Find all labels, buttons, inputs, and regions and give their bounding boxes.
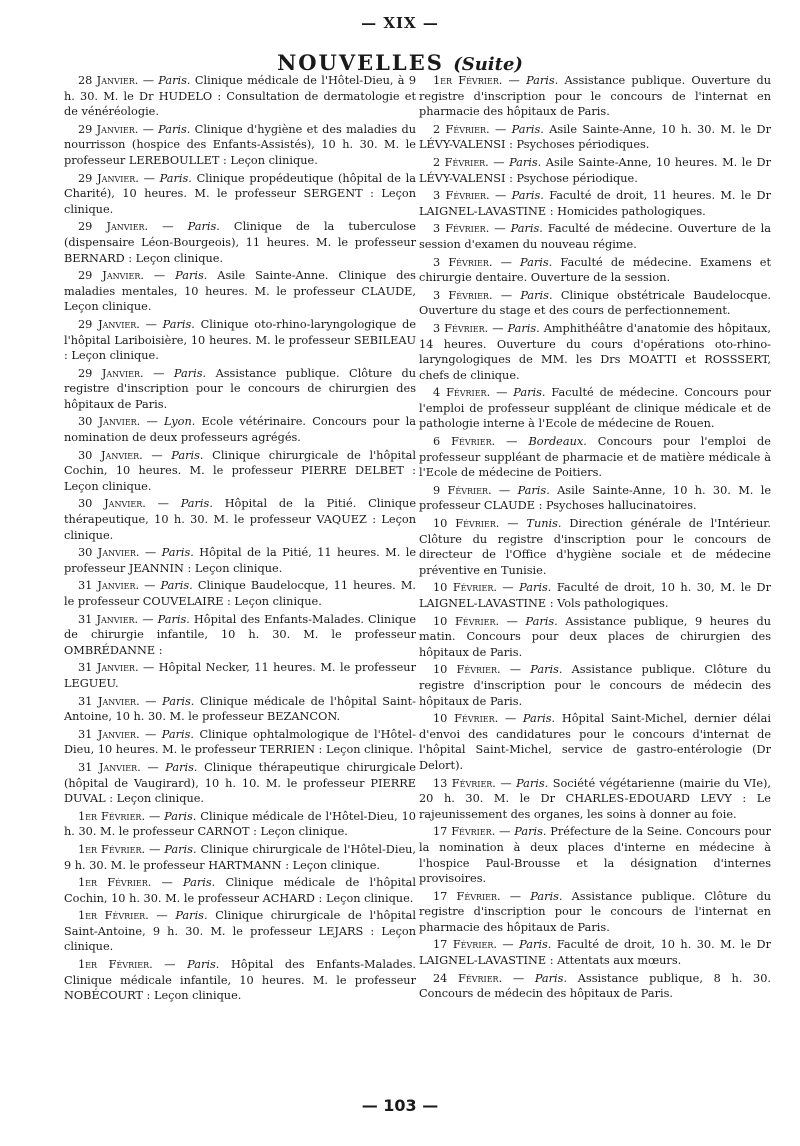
entry-date: 31 Janvier. [78, 694, 140, 708]
entry-city: Paris. [164, 809, 197, 823]
news-entry: 24 Février. — Paris. Assistance publique, 8 h. 30. Concours de médecin des hôpitaux de Paris. [419, 971, 771, 1001]
entry-text: Clinique de la tuberculose (dispensaire Léon-Bourgeois), 11 heures. M. le professeur BERNARD : Leçon clinique. [64, 220, 416, 265]
entry-city: Paris. [164, 842, 197, 856]
page-footer-number: — 103 — [361, 1096, 439, 1115]
left-column [64, 73, 416, 1006]
entry-date: 30 Janvier. [78, 415, 141, 429]
entry-city: Paris. [173, 366, 207, 380]
entry-date: 6 Février. [433, 435, 496, 449]
entry-text: Concours pour l'emploi de professeur suppléant de pharmacie et de matière médicale à l'Ecole de médecine de Poitiers. [419, 435, 771, 480]
entry-date: 10 Février. [433, 712, 499, 726]
entry-date: 17 Février. [433, 825, 496, 839]
entry-date: 29 Janvier. [78, 269, 144, 283]
entry-city: Paris. [511, 122, 544, 136]
news-entry: 30 Janvier. — Paris. Hôpital de la Pitié. Clinique thérapeutique, 10 h. 30. M. le professeur VAQUEZ : Leçon clinique. [64, 497, 417, 542]
entry-city: Paris. [180, 497, 213, 511]
entry-text: Hôpital de la Pitié, 11 heures. M. le professeur JEANNIN : Leçon clinique. [64, 546, 417, 575]
entry-text: Hôpital Necker, 11 heures. M. le professeur LEGUEU. [64, 661, 416, 690]
entry-date: 30 Janvier. [78, 497, 146, 511]
entry-date: 31 Janvier. [78, 579, 140, 593]
entry-city: Paris. [534, 971, 568, 985]
entry-text: Faculté de droit, 10 h. 30, M. le Dr LAIGNEL-LAVASTINE : Vols pathologiques. [419, 581, 771, 610]
news-entry: 29 Janvier. — Paris. Clinique de la tuberculose (dispensaire Léon-Bourgeois), 11 heures. M. le professeur BERNARD : Leçon clinique. [64, 220, 416, 265]
entry-date: 17 Février. [433, 889, 501, 903]
news-entry: 31 Janvier. — Paris. Clinique ophtalmologique de l'Hôtel-Dieu, 10 heures. M. le professeur TERRIEN : Leçon clinique. [64, 727, 416, 757]
entry-city: Paris. [516, 776, 549, 790]
entry-city: Paris. [175, 269, 208, 283]
entry-text: Clinique chirurgicale de l'hôpital Saint-Antoine, 9 h. 30. M. le professeur LEJARS : Leçon clinique. [64, 909, 416, 954]
news-entry: 2 Février. — Paris. Asile Sainte-Anne, 10 h. 30. M. le Dr LÉVY-VALENSI : Psychoses périodiques. [419, 122, 772, 152]
entry-text: Amphithéâtre d'anatomie des hôpitaux, 14 heures. Ouverture du cours d'opérations oto-rhino-laryngologiques de MM. les Drs MOATTI et ROSSSERT, chefs de clinique. [419, 321, 772, 382]
entry-text: Clinique médicale de l'Hôtel-Dieu, à 9 h. 30. M. le Dr HUDELO : Consultation de dermatologie et de vénéréologie. [64, 74, 417, 119]
entry-date: 3 Février. [433, 189, 490, 203]
news-entry: 1er Février. — Paris. Assistance publique. Ouverture du registre d'inscription pour le concours de l'internat en pharmacie des hôpitaux de Paris. [419, 74, 771, 119]
entry-city: Paris. [171, 448, 204, 462]
news-entry: 30 Janvier. — Lyon. Ecole vétérinaire. Concours pour la nomination de deux professeurs agrégés. [64, 415, 416, 445]
news-entry: 10 Février. — Paris. Hôpital Saint-Michel, dernier délai d'envoi des candidatures pour le concours d'internat de l'hôpital Saint-Michel, service de gastro-entérologie (Dr Delort). [419, 712, 771, 772]
entry-text: Clinique chirurgicale de l'hôpital Cochin, 10 heures. M. le professeur PIERRE DELBET : Leçon clinique. [64, 448, 416, 493]
entry-text: Assistance publique. Clôture du registre d'inscription pour le concours de chirurgien des hôpitaux de Paris. [64, 366, 417, 411]
entry-city: Paris. [175, 909, 208, 923]
news-entry: 28 Janvier. — Paris. Clinique médicale de l'Hôtel-Dieu, à 9 h. 30. M. le Dr HUDELO : Consultation de dermatologie et de vénéréologie. [64, 74, 417, 119]
entry-city: Paris. [187, 958, 220, 972]
entry-text: Clinique thérapeutique chirurgicale (hôpital de Vaugirard), 10 h. 10. M. le professeur PIERRE DUVAL : Leçon clinique. [64, 760, 416, 806]
entry-date: 31 Janvier. [78, 727, 140, 741]
entry-date: 29 Janvier. [78, 366, 144, 380]
entry-text: Faculté de médecine. Concours pour l'emploi de professeur suppléant de clinique médicale et de pathologie interne à l'Ecole de médecine de Rouen. [419, 386, 772, 431]
news-entry: 1er Février. — Paris. Clinique médicale de l'Hôtel-Dieu, 10 h. 30. M. le professeur CARNOT : Leçon clinique. [64, 809, 416, 839]
section-subtitle: (Suite) [453, 54, 523, 75]
news-entry: 6 Février. — Bordeaux. Concours pour l'emploi de professeur suppléant de pharmacie et de matière médicale à l'Ecole de médecine de Poitiers. [419, 435, 771, 480]
entry-city: Paris. [507, 321, 540, 335]
page-header-number: — XIX — [361, 14, 439, 32]
entry-city: Bordeaux. [528, 435, 587, 449]
entry-date: 1er Février. [433, 74, 503, 87]
entry-text: Clinique obstétricale Baudelocque. Ouverture du stage et des cours de perfectionnement. [419, 288, 771, 318]
news-entry: 3 Février. — Paris. Amphithéâtre d'anatomie des hôpitaux, 14 heures. Ouverture du cours d'opérations oto-rhino-laryngologiques de MM. les Drs MOATTI et ROSSSERT, chefs de clinique. [419, 321, 772, 382]
entry-date: 1er Février. [78, 958, 153, 972]
news-entry: 17 Février. — Paris. Assistance publique. Clôture du registre d'inscription pour le concours de l'internat en pharmacie des hôpitaux de Paris. [419, 889, 772, 934]
entry-city: Paris. [522, 712, 556, 726]
entry-city: Paris. [165, 760, 198, 774]
entry-text: Clinique médicale de l'hôpital Saint-Antoine, 10 h. 30. M. le professeur BEZANCON. [64, 694, 416, 724]
section-heading [0, 50, 800, 75]
entry-date: 9 Février. [433, 483, 492, 497]
entry-city: Tunis. [526, 517, 562, 531]
entry-date: 3 Février. [433, 288, 493, 302]
news-entry: 29 Janvier. — Paris. Assistance publique. Clôture du registre d'inscription pour le concours de chirurgien des hôpitaux de Paris. [64, 366, 417, 411]
entry-text: Assistance publique. Clôture du registre d'inscription pour le concours de médecin des hôpitaux de Paris. [419, 663, 772, 708]
entry-city: Paris. [511, 189, 544, 203]
entry-date: 4 Février. [433, 386, 491, 400]
news-entry: 29 Janvier. — Paris. Clinique d'hygiène et des maladies du nourrisson (hospice des Enfants-Assistés), 10 h. 30. M. le professeur LEREBOULLET : Leçon clinique. [64, 122, 416, 167]
entry-date: 10 Février. [433, 663, 501, 677]
entry-city: Paris. [158, 74, 191, 87]
entry-text: Asile Sainte-Anne, 10 h. 30. M. le Dr LÉVY-VALENSI : Psychoses périodiques. [419, 122, 772, 152]
entry-date: 1er Février. [78, 909, 149, 923]
news-entry: 2 Février. — Paris. Asile Sainte-Anne, 10 heures. M. le Dr LÉVY-VALENSI : Psychose périodique. [419, 155, 772, 185]
entry-date: 17 Février. [433, 938, 497, 952]
entry-date: 31 Janvier. [78, 612, 139, 626]
news-entry: 10 Février. — Paris. Faculté de droit, 10 h. 30, M. le Dr LAIGNEL-LAVASTINE : Vols pathologiques. [419, 581, 771, 610]
entry-date: 29 Janvier. [78, 171, 139, 185]
entry-date: 24 Février. [433, 971, 503, 985]
entry-city: Paris. [520, 288, 553, 302]
entry-city: Paris. [157, 612, 190, 626]
entry-city: Paris. [161, 546, 194, 560]
news-entry: 1er Février. — Paris. Clinique médicale de l'hôpital Cochin, 10 h. 30. M. le professeur ACHARD : Leçon clinique. [64, 876, 416, 905]
news-entry: 29 Janvier. — Paris. Clinique propédeutique (hôpital de la Charité), 10 heures. M. le professeur SERGENT : Leçon clinique. [64, 171, 417, 216]
entry-city: Paris. [159, 171, 192, 185]
news-entry: 1er Février. — Paris. Clinique chirurgicale de l'Hôtel-Dieu, 9 h. 30. M. le professeur HARTMANN : Leçon clinique. [64, 842, 417, 872]
news-entry: 17 Février. — Paris. Faculté de droit, 10 h. 30. M. le Dr LAIGNEL-LAVASTINE : Attentats aux mœurs. [419, 938, 771, 968]
news-entry: 3 Février. — Paris. Faculté de médecine. Examens et chirurgie dentaire. Ouverture de la session. [419, 255, 772, 285]
news-entry: 3 Février. — Paris. Faculté de médecine. Ouverture de la session d'examen du nouveau régime. [419, 222, 772, 251]
entry-date: 30 Janvier. [78, 546, 140, 560]
entry-city: Paris. [525, 614, 558, 628]
entry-date: 2 Février. [433, 122, 490, 136]
entry-text: Hôpital de la Pitié. Clinique thérapeutique, 10 h. 30. M. le professeur VAQUEZ : Leçon clinique. [64, 497, 417, 542]
entry-date: 31 Janvier. [78, 661, 139, 675]
entry-city: Paris. [530, 663, 563, 677]
entry-text: Faculté de droit, 11 heures. M. le Dr LAIGNEL-LAVASTINE : Homicides pathologiques. [419, 189, 772, 218]
news-entry: 17 Février. — Paris. Préfecture de la Seine. Concours pour la nomination à deux places d'interne en médecine à l'hospice Paul-Brousse et la désignation d'internes provisoires. [419, 825, 772, 886]
entry-date: 10 Février. [433, 517, 500, 531]
entry-city: Paris. [161, 727, 195, 741]
entry-text: Direction générale de l'Intérieur. Clôture du registre d'inscription pour le concours de directeur de l'Office d'hygiène sociale et de médecine préventive en Tunisie. [419, 517, 771, 577]
entry-text: Clinique médicale de l'Hôtel-Dieu, 10 h. 30. M. le professeur CARNOT : Leçon clinique. [64, 809, 416, 839]
entry-text: Hôpital des Enfants-Malades. Clinique de chirurgie infantile, 10 h. 30. M. le professeur OMBRÉDANNE : [64, 612, 417, 657]
news-entry: 3 Février. — Paris. Faculté de droit, 11 heures. M. le Dr LAIGNEL-LAVASTINE : Homicides pathologiques. [419, 189, 772, 218]
news-entry: 31 Janvier. — Paris. Clinique Baudelocque, 11 heures. M. le professeur COUVELAIRE : Leçon clinique. [64, 579, 416, 608]
entry-date: 10 Février. [433, 614, 500, 628]
news-entry: 10 Février. — Tunis. Direction générale de l'Intérieur. Clôture du registre d'inscription pour le concours de directeur de l'Office d'hygiène sociale et de médecine préventive en Tunisie. [419, 517, 771, 577]
entry-text: Clinique ophtalmologique de l'Hôtel-Dieu, 10 heures. M. le professeur TERRIEN : Leçon clinique. [64, 727, 416, 757]
entry-text: Clinique propédeutique (hôpital de la Charité), 10 heures. M. le professeur SERGENT : Leçon clinique. [64, 171, 417, 216]
entry-date: 28 Janvier. [78, 74, 139, 87]
entry-city: Paris. [520, 255, 553, 269]
entry-city: Paris. [526, 74, 559, 87]
news-entry: 10 Février. — Paris. Assistance publique. Clôture du registre d'inscription pour le concours de médecin des hôpitaux de Paris. [419, 663, 772, 708]
entry-date: 29 Janvier. [78, 122, 139, 136]
news-entry: 9 Février. — Paris. Asile Sainte-Anne, 10 h. 30. M. le professeur CLAUDE : Psychoses hallucinatoires. [419, 483, 771, 513]
entry-text: Hôpital Saint-Michel, dernier délai d'envoi des candidatures pour le concours d'internat de l'hôpital Saint-Michel, service de gastro-entérologie (Dr Delort). [419, 712, 771, 772]
entry-text: Assistance publique. Clôture du registre d'inscription pour le concours de l'internat en pharmacie des hôpitaux de Paris. [419, 889, 772, 934]
entry-date: 1er Février. [78, 809, 146, 823]
entry-city: Paris. [160, 579, 193, 593]
news-entry: 1er Février. — Paris. Clinique chirurgicale de l'hôpital Saint-Antoine, 9 h. 30. M. le professeur LEJARS : Leçon clinique. [64, 909, 416, 954]
news-entry: 30 Janvier. — Paris. Hôpital de la Pitié, 11 heures. M. le professeur JEANNIN : Leçon clinique. [64, 546, 417, 575]
entry-city: Paris. [514, 825, 547, 839]
entry-date: 29 Janvier. [78, 317, 140, 331]
entry-city: Paris. [162, 317, 195, 331]
entry-city: Paris. [158, 122, 191, 136]
entry-text: Clinique chirurgicale de l'Hôtel-Dieu, 9 h. 30. M. le professeur HARTMANN : Leçon clinique. [64, 842, 417, 872]
entry-city: Paris. [513, 386, 546, 400]
entry-text: Ecole vétérinaire. Concours pour la nomination de deux professeurs agrégés. [64, 415, 416, 445]
entry-date: 1er Février. [78, 876, 152, 890]
entry-text: Assistance publique, 9 heures du matin. Concours pour deux places de chirurgien des hôpitaux de Paris. [419, 614, 772, 659]
entry-city: Lyon. [163, 415, 196, 429]
entry-date: 10 Février. [433, 581, 497, 595]
entry-city: Paris. [530, 889, 563, 903]
news-entry: 4 Février. — Paris. Faculté de médecine. Concours pour l'emploi de professeur suppléant de clinique médicale et de pathologie interne à l'Ecole de médecine de Rouen. [419, 386, 772, 431]
entry-date: 31 Janvier. [78, 760, 141, 774]
entry-date: 2 Février. [433, 155, 489, 169]
news-entry: 29 Janvier. — Paris. Asile Sainte-Anne. Clinique des maladies mentales, 10 heures. M. le professeur CLAUDE, Leçon clinique. [64, 269, 416, 314]
entry-text: Préfecture de la Seine. Concours pour la nomination à deux places d'interne en médecine à l'hospice Paul-Brousse et la désignation d'internes provisoires. [419, 825, 772, 886]
entry-text: Société végétarienne (mairie du VIe), 20 h. 30. M. le Dr CHARLES-EDOUARD LEVY : Le rajeunissement des organes, les soins à donner au foie. [419, 776, 772, 821]
news-entry: 31 Janvier. — Paris. Clinique thérapeutique chirurgicale (hôpital de Vaugirard), 10 h. 10. M. le professeur PIERRE DUVAL : Leçon clinique. [64, 760, 416, 806]
news-entry: 29 Janvier. — Paris. Clinique oto-rhino-laryngologique de l'hôpital Lariboisière, 10 heures. M. le professeur SEBILEAU : Leçon clinique. [64, 317, 416, 363]
entry-text: Assistance publique. Ouverture du registre d'inscription pour le concours de l'internat en pharmacie des hôpitaux de Paris. [419, 74, 771, 119]
entry-city: Paris. [509, 155, 542, 169]
entry-city: Paris. [187, 220, 220, 234]
news-entry: 3 Février. — Paris. Clinique obstétricale Baudelocque. Ouverture du stage et des cours de perfectionnement. [419, 288, 771, 318]
entry-date: 1er Février. [78, 842, 146, 856]
entry-city: Paris. [519, 581, 552, 595]
entry-text: Faculté de médecine. Ouverture de la session d'examen du nouveau régime. [419, 222, 772, 251]
news-entry: 31 Janvier. — Paris. Clinique médicale de l'hôpital Saint-Antoine, 10 h. 30. M. le professeur BEZANCON. [64, 694, 416, 724]
entry-city: Paris. [510, 222, 543, 236]
news-entry: 30 Janvier. — Paris. Clinique chirurgicale de l'hôpital Cochin, 10 heures. M. le professeur PIERRE DELBET : Leçon clinique. [64, 448, 416, 493]
news-entry: 31 Janvier. — Paris. Hôpital des Enfants-Malades. Clinique de chirurgie infantile, 10 h. 30. M. le professeur OMBRÉDANNE : [64, 612, 417, 657]
entry-text: Clinique Baudelocque, 11 heures. M. le professeur COUVELAIRE : Leçon clinique. [64, 579, 416, 608]
entry-date: 3 Février. [433, 255, 493, 269]
entry-text: Clinique d'hygiène et des maladies du nourrisson (hospice des Enfants-Assistés), 10 h. 30. M. le professeur LEREBOULLET : Leçon clinique. [64, 122, 416, 167]
news-entry: 13 Février. — Paris. Société végétarienne (mairie du VIe), 20 h. 30. M. le Dr CHARLES-EDOUARD LEVY : Le rajeunissement des organes, les soins à donner au foie. [419, 776, 772, 821]
entry-city: Paris. [162, 694, 195, 708]
news-entry: 1er Février. — Paris. Hôpital des Enfants-Malades. Clinique médicale infantile, 10 heures. M. le professeur NOBÉCOURT : Leçon clinique. [64, 958, 416, 1003]
entry-text: Asile Sainte-Anne. Clinique des maladies mentales, 10 heures. M. le professeur CLAUDE, Leçon clinique. [64, 269, 416, 314]
right-column [419, 73, 771, 1004]
entry-text: Faculté de médecine. Examens et chirurgie dentaire. Ouverture de la session. [419, 255, 772, 285]
entry-text: Clinique oto-rhino-laryngologique de l'hôpital Lariboisière, 10 heures. M. le professeur SEBILEAU : Leçon clinique. [64, 317, 416, 363]
news-entry: 31 Janvier. — Hôpital Necker, 11 heures. M. le professeur LEGUEU. [64, 661, 416, 690]
entry-text: Assistance publique, 8 h. 30. Concours de médecin des hôpitaux de Paris. [419, 971, 771, 1001]
entry-date: 29 Janvier. [78, 220, 149, 234]
entry-city: Paris. [183, 876, 216, 890]
entry-text: Asile Sainte-Anne, 10 heures. M. le Dr LÉVY-VALENSI : Psychose périodique. [419, 155, 772, 185]
entry-date: 13 Février. [433, 776, 496, 790]
entry-text: Asile Sainte-Anne, 10 h. 30. M. le professeur CLAUDE : Psychoses hallucinatoires. [419, 483, 771, 513]
entry-city: Paris. [519, 938, 552, 952]
entry-date: 3 Février. [433, 321, 489, 335]
entry-text: Hôpital des Enfants-Malades. Clinique médicale infantile, 10 heures. M. le professeur NOBÉCOURT : Leçon clinique. [64, 958, 416, 1003]
entry-text: Clinique médicale de l'hôpital Cochin, 10 h. 30. M. le professeur ACHARD : Leçon clinique. [64, 876, 416, 905]
entry-date: 30 Janvier. [78, 448, 143, 462]
section-title: NOUVELLES [277, 50, 444, 75]
entry-date: 3 Février. [433, 222, 490, 236]
news-entry: 10 Février. — Paris. Assistance publique, 9 heures du matin. Concours pour deux places de chirurgien des hôpitaux de Paris. [419, 614, 772, 659]
entry-city: Paris. [517, 483, 550, 497]
entry-text: Faculté de droit, 10 h. 30. M. le Dr LAIGNEL-LAVASTINE : Attentats aux mœurs. [419, 938, 771, 968]
